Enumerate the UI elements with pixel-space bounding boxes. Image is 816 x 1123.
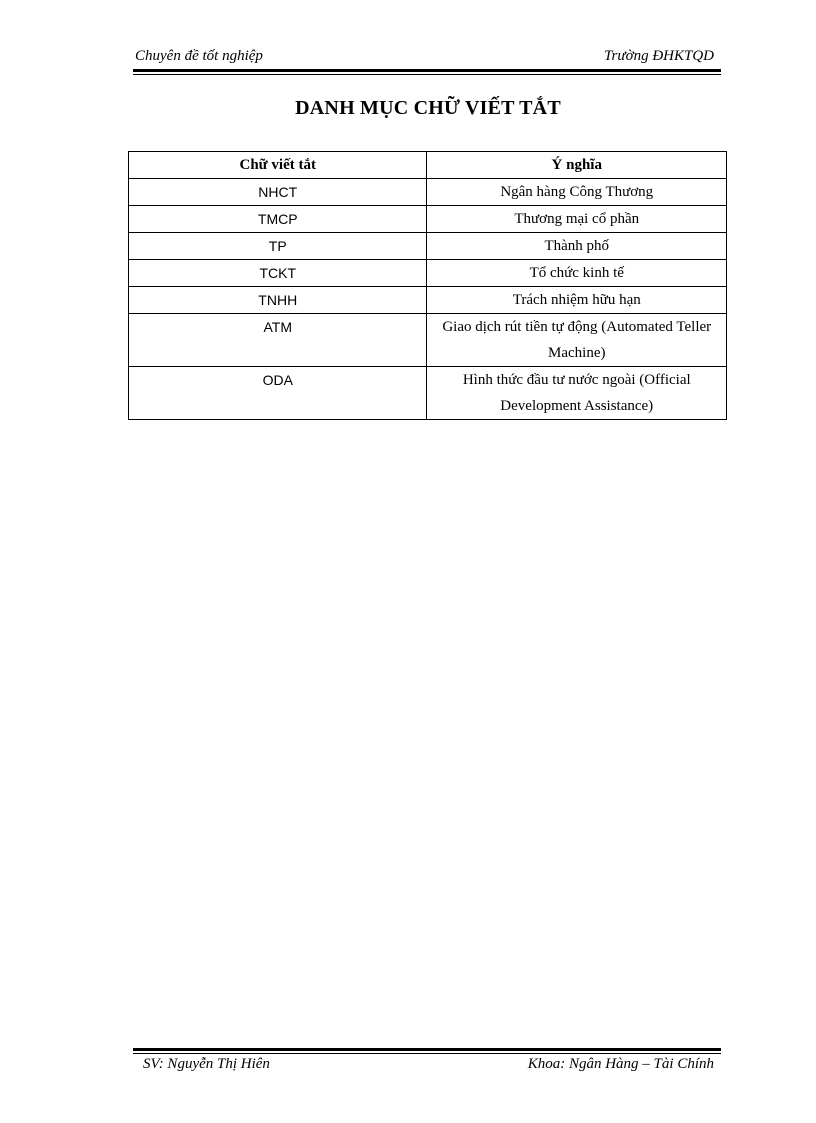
- table-row: [129, 179, 727, 206]
- page-title: DANH MỤC CHỮ VIẾT TẮT: [295, 97, 561, 119]
- table-row: [129, 206, 727, 233]
- abbreviation-table: [128, 151, 727, 420]
- abbreviation-cell: ATM: [129, 314, 427, 367]
- header-divider: [133, 69, 721, 75]
- abbreviation-cell: TCKT: [129, 260, 427, 287]
- meaning-cell: Ngân hàng Công Thương: [427, 179, 727, 206]
- table-row: [129, 233, 727, 260]
- page-header: [135, 48, 720, 68]
- abbreviation-cell: NHCT: [129, 179, 427, 206]
- abbreviation-cell: TP: [129, 233, 427, 260]
- meaning-cell: Trách nhiệm hữu hạn: [427, 287, 727, 314]
- abbreviation-cell: TMCP: [129, 206, 427, 233]
- footer-faculty: Khoa: Ngân Hàng – Tài Chính: [527, 1056, 714, 1072]
- page-footer: [135, 1056, 720, 1076]
- column-header-meaning: Ý nghĩa: [427, 152, 727, 179]
- table-row: [129, 287, 727, 314]
- header-school: Trường ĐHKTQD: [604, 48, 714, 64]
- table-row: [129, 260, 727, 287]
- meaning-cell: Giao dịch rút tiền tự động (Automated Teller Machine): [427, 314, 727, 367]
- header-document-type: Chuyên đề tốt nghiệp: [135, 48, 263, 64]
- column-header-abbreviation: Chữ viết tắt: [129, 152, 427, 179]
- abbreviation-cell: TNHH: [129, 287, 427, 314]
- table-row: [129, 367, 727, 420]
- meaning-cell: Tổ chức kinh tế: [427, 260, 727, 287]
- table-row: [129, 314, 727, 367]
- meaning-cell: Hình thức đầu tư nước ngoài (Official Development Assistance): [427, 367, 727, 420]
- footer-student: SV: Nguyễn Thị Hiên: [143, 1056, 270, 1072]
- table-header-row: [129, 152, 727, 179]
- abbreviation-cell: ODA: [129, 367, 427, 420]
- meaning-cell: Thương mại cổ phần: [427, 206, 727, 233]
- footer-divider: [133, 1048, 721, 1054]
- meaning-cell: Thành phố: [427, 233, 727, 260]
